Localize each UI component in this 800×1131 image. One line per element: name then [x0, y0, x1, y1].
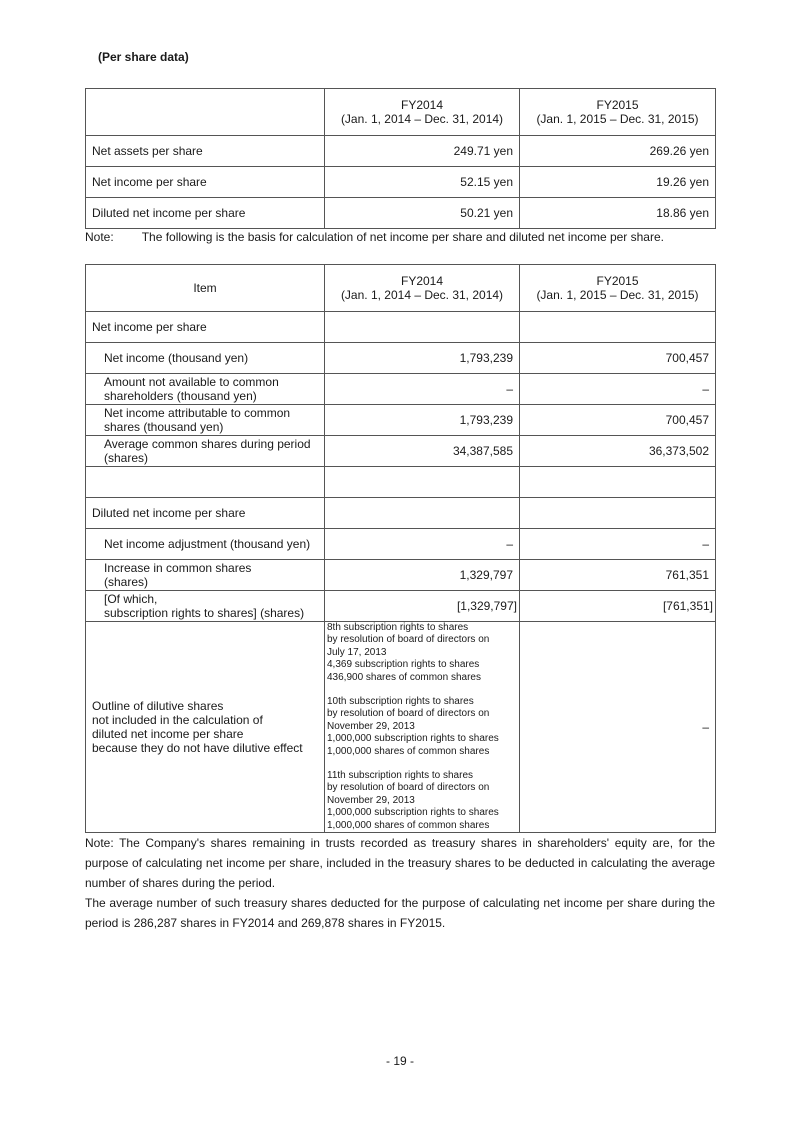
note-basis — [85, 230, 664, 244]
fy2015-value: 18.86 yen — [520, 198, 716, 229]
row-label: Net income adjustment (thousand yen) — [86, 529, 325, 560]
row-label — [86, 467, 325, 498]
fy2014-value — [325, 467, 520, 498]
fy2015-value: 19.26 yen — [520, 167, 716, 198]
row-label: Diluted net income per share — [86, 198, 325, 229]
note-treasury-shares — [85, 833, 715, 933]
fy2015-value: 700,457 — [520, 405, 716, 436]
row-label: [Of which, subscription rights to shares] (shares) — [86, 591, 325, 622]
fy2015-value — [520, 467, 716, 498]
fy2014-value: 1,329,797 — [325, 560, 520, 591]
fy2014-period: (Jan. 1, 2014 – Dec. 31, 2014) — [340, 112, 504, 126]
table-row — [86, 167, 716, 198]
header-fy2015 — [520, 89, 716, 136]
fy2015-value: 700,457 — [520, 343, 716, 374]
note-prefix: Note: — [85, 230, 114, 244]
fy2015-value: – — [520, 529, 716, 560]
table-row — [86, 198, 716, 229]
section-heading: (Per share data) — [98, 50, 189, 64]
header-fy2014 — [325, 265, 520, 312]
fy2015-value — [520, 498, 716, 529]
row-label: Increase in common shares (shares) — [86, 560, 325, 591]
table-row — [86, 343, 716, 374]
row-label: Diluted net income per share — [86, 498, 325, 529]
fy2014-title: FY2014 — [400, 98, 444, 112]
fy2014-value: 34,387,585 — [325, 436, 520, 467]
fy2014-period: (Jan. 1, 2014 – Dec. 31, 2014) — [340, 288, 504, 302]
fy2014-value: – — [325, 374, 520, 405]
table-row — [86, 529, 716, 560]
page-number: - 19 - — [385, 1054, 414, 1068]
table-row — [86, 436, 716, 467]
note-paragraph-2: The average number of such treasury shares deducted for the purpose of calculating net income per share during the period is 286,287 shares in FY2014 and 269,878 shares in FY2015. — [85, 896, 715, 930]
row-label: Amount not available to common shareholders (thousand yen) — [86, 374, 325, 405]
dilutive-shares-row — [86, 622, 716, 833]
note-paragraph-1: Note: The Company's shares remaining in trusts recorded as treasury shares in shareholders' equity are, for the purpose of calculating net income per share, included in the treasury shares to be deducted in calculating the average number of shares during the period. — [85, 836, 715, 890]
table-row — [86, 405, 716, 436]
calculation-basis-table — [85, 264, 716, 833]
fy2015-value — [520, 312, 716, 343]
table-row — [86, 136, 716, 167]
table-row — [86, 374, 716, 405]
row-label: Net income per share — [86, 312, 325, 343]
row-label: Net assets per share — [86, 136, 325, 167]
fy2015-value: – — [520, 374, 716, 405]
fy2014-value: – — [325, 529, 520, 560]
dilutive-fy2014 — [325, 622, 520, 833]
dilutive-label: Outline of dilutive shares not included in the calculation of diluted net income per share because they do not have dilutive effect — [86, 622, 325, 833]
table-row — [86, 591, 716, 622]
table-row — [86, 312, 716, 343]
table-row — [86, 560, 716, 591]
subscription-rights-10th: 10th subscription rights to shares by resolution of board of directors on November 29, 2013 1,000,000 subscription rights to shares 1,000,000 shares of common shares — [327, 696, 499, 757]
header-fy2015 — [520, 265, 716, 312]
table-row — [86, 498, 716, 529]
fy2014-value — [325, 498, 520, 529]
fy2015-value: 761,351 — [520, 560, 716, 591]
fy2015-title: FY2015 — [596, 274, 639, 288]
fy2015-value: 36,373,502 — [520, 436, 716, 467]
fy2014-value: 1,793,239 — [325, 343, 520, 374]
fy2014-title: FY2014 — [400, 274, 444, 288]
fy2015-value: [761,351] — [520, 591, 716, 622]
header-item: Item — [86, 265, 325, 312]
row-label: Average common shares during period (shares) — [86, 436, 325, 467]
table-row-empty — [86, 467, 716, 498]
fy2015-title: FY2015 — [596, 98, 639, 112]
fy2015-period: (Jan. 1, 2015 – Dec. 31, 2015) — [536, 112, 699, 126]
fy2014-value — [325, 312, 520, 343]
per-share-summary-table — [85, 88, 716, 229]
row-label: Net income per share — [86, 167, 325, 198]
row-label: Net income (thousand yen) — [86, 343, 325, 374]
fy2015-value: 269.26 yen — [520, 136, 716, 167]
note-text: The following is the basis for calculation of net income per share and diluted net income per share. — [141, 230, 664, 244]
fy2014-value: [1,329,797] — [325, 591, 520, 622]
subscription-rights-8th: 8th subscription rights to shares by resolution of board of directors on July 17, 2013 4,369 subscription rights to shares 436,900 shares of common shares — [327, 622, 490, 683]
row-label: Net income attributable to common shares (thousand yen) — [86, 405, 325, 436]
table-header-row — [86, 265, 716, 312]
header-fy2014 — [325, 89, 520, 136]
fy2014-value: 52.15 yen — [325, 167, 520, 198]
subscription-rights-11th: 11th subscription rights to shares by resolution of board of directors on November 29, 2013 1,000,000 subscription rights to shares 1,000,000 shares of common shares — [327, 770, 499, 831]
fy2014-value: 249.71 yen — [325, 136, 520, 167]
dilutive-fy2015: – — [520, 622, 716, 833]
table-header-row — [86, 89, 716, 136]
header-blank-cell — [86, 89, 325, 136]
fy2014-value: 1,793,239 — [325, 405, 520, 436]
fy2014-value: 50.21 yen — [325, 198, 520, 229]
fy2015-period: (Jan. 1, 2015 – Dec. 31, 2015) — [536, 288, 699, 302]
